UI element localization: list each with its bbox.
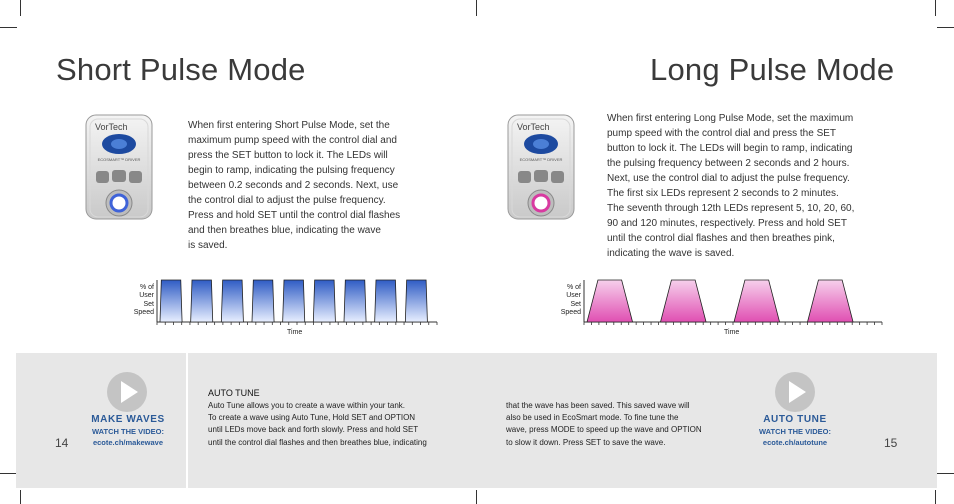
text-line: The seventh through 12th LEDs represent 5, 10, 20, 60,: [607, 203, 855, 214]
text-line: until LEDs move back and forth slowly. Press and hold SET: [208, 425, 419, 435]
chart-xlabel: Time: [287, 329, 303, 336]
make-waves-title: MAKE WAVES: [91, 414, 165, 425]
text-line: begin to ramp, indicating the pulsing frequency: [188, 165, 395, 176]
long-pulse-chart: [583, 276, 883, 326]
chart-ylabel: [555, 284, 581, 318]
text-line: Auto Tune allows you to create a wave within your tank.: [208, 401, 405, 410]
crop-mark: [937, 27, 954, 28]
pulse-shape: [283, 280, 305, 322]
text-line: Set: [570, 300, 581, 308]
pulse-shape: [375, 280, 397, 322]
text-line: Set: [143, 300, 154, 308]
text-line: button to lock it. The LEDs will begin to ramp, indicating: [607, 143, 853, 154]
text-line: to slow it down. Press SET to save the wave.: [506, 437, 666, 447]
text-line: also be used in EcoSmart mode. To fine tune the: [506, 413, 679, 423]
auto-tune-link[interactable]: ecote.ch/autotune: [762, 438, 828, 447]
text-line: pump speed with the control dial and press the SET: [607, 128, 837, 139]
crop-mark: [935, 490, 936, 504]
text-line: User: [566, 292, 581, 300]
crop-mark: [0, 473, 17, 474]
device-subtitle: ECOSMART™ DRIVER: [519, 157, 563, 162]
text-line: wave, press MODE to speed up the wave and OPTION: [506, 425, 702, 435]
text-line: indicating the wave is saved.: [607, 248, 735, 259]
text-line: until the control dial flashes and then breathes pink,: [607, 233, 835, 244]
pulse-shape: [191, 280, 213, 322]
text-line: To create a wave using Auto Tune, Hold SET and OPTION: [208, 413, 416, 423]
text-line: % of: [139, 284, 154, 291]
text-line: until the control dial flashes and then breathes blue, indicating: [208, 437, 427, 447]
text-line: is saved.: [188, 240, 228, 251]
text-line: The first six LEDs represent 2 seconds to 2 minutes.: [607, 188, 839, 199]
short-pulse-chart: [156, 276, 438, 326]
text-line: that the wave has been saved. This saved wave will: [506, 401, 690, 410]
play-icon[interactable]: [775, 372, 815, 412]
crop-mark: [0, 27, 17, 28]
text-line: and then breathes blue, indicating the wave: [188, 225, 381, 236]
chart-ylabel: [128, 284, 154, 318]
crop-mark: [20, 0, 21, 16]
watch-video-label: WATCH THE VIDEO:: [759, 427, 831, 436]
auto-tune-video-title: AUTO TUNE: [763, 414, 827, 425]
text-line: Speed: [133, 309, 154, 317]
pulse-shape: [661, 280, 707, 322]
crop-mark: [937, 473, 954, 474]
text-line: Press and hold SET until the control dial flashes: [188, 210, 401, 221]
panel-divider: [186, 353, 188, 488]
pulse-shape: [587, 280, 633, 322]
long-pulse-title: Long Pulse Mode: [650, 52, 895, 87]
text-line: When first entering Short Pulse Mode, set the: [188, 120, 390, 131]
text-line: User: [139, 292, 154, 300]
pulse-shape: [808, 280, 854, 322]
crop-mark: [476, 0, 477, 16]
device-brand: VorTech: [517, 122, 550, 132]
short-pulse-title: Short Pulse Mode: [56, 52, 306, 87]
device-brand: VorTech: [95, 122, 128, 132]
text-line: press the SET button to lock it. The LEDs will: [188, 150, 388, 161]
auto-tune-text-left: [208, 400, 427, 449]
pulse-shape: [405, 280, 427, 322]
text-line: Speed: [560, 309, 581, 317]
text-line: % of: [566, 284, 581, 291]
make-waves-link[interactable]: ecote.ch/makewave: [92, 438, 164, 447]
auto-tune-text-right: [506, 400, 702, 449]
short-pulse-description: [188, 118, 400, 253]
text-line: Next, use the control dial to adjust the pulse frequency.: [607, 173, 850, 184]
text-line: When first entering Long Pulse Mode, set the maximum: [607, 113, 854, 124]
long-pulse-description: [607, 111, 854, 261]
crop-mark: [20, 490, 21, 504]
vortech-driver-blue-image: [84, 113, 156, 223]
text-line: the pulsing frequency between 2 seconds and 2 hours.: [607, 158, 850, 169]
chart-xlabel: Time: [724, 329, 740, 336]
watch-video-label: WATCH THE VIDEO:: [92, 427, 164, 436]
play-icon[interactable]: [107, 372, 147, 412]
device-subtitle: ECOSMART™ DRIVER: [97, 157, 141, 162]
text-line: maximum pump speed with the control dial and: [188, 135, 397, 146]
pulse-shape: [160, 280, 182, 322]
pulse-shape: [344, 280, 366, 322]
pulse-shape: [734, 280, 780, 322]
text-line: 90 and 120 minutes, respectively. Press and hold SET: [607, 218, 847, 229]
text-line: the control dial to adjust the pulse frequency.: [188, 195, 386, 206]
pulse-shape: [313, 280, 335, 322]
page-number-left: 14: [55, 436, 69, 450]
pulse-shape: [221, 280, 243, 322]
crop-mark: [935, 0, 936, 16]
crop-mark: [476, 490, 477, 504]
text-line: between 0.2 seconds and 2 seconds. Next, use: [188, 180, 399, 191]
auto-tune-heading: AUTO TUNE: [208, 388, 260, 398]
pulse-shape: [252, 280, 274, 322]
vortech-driver-pink-image: [506, 113, 578, 223]
page-number-right: 15: [884, 436, 898, 450]
